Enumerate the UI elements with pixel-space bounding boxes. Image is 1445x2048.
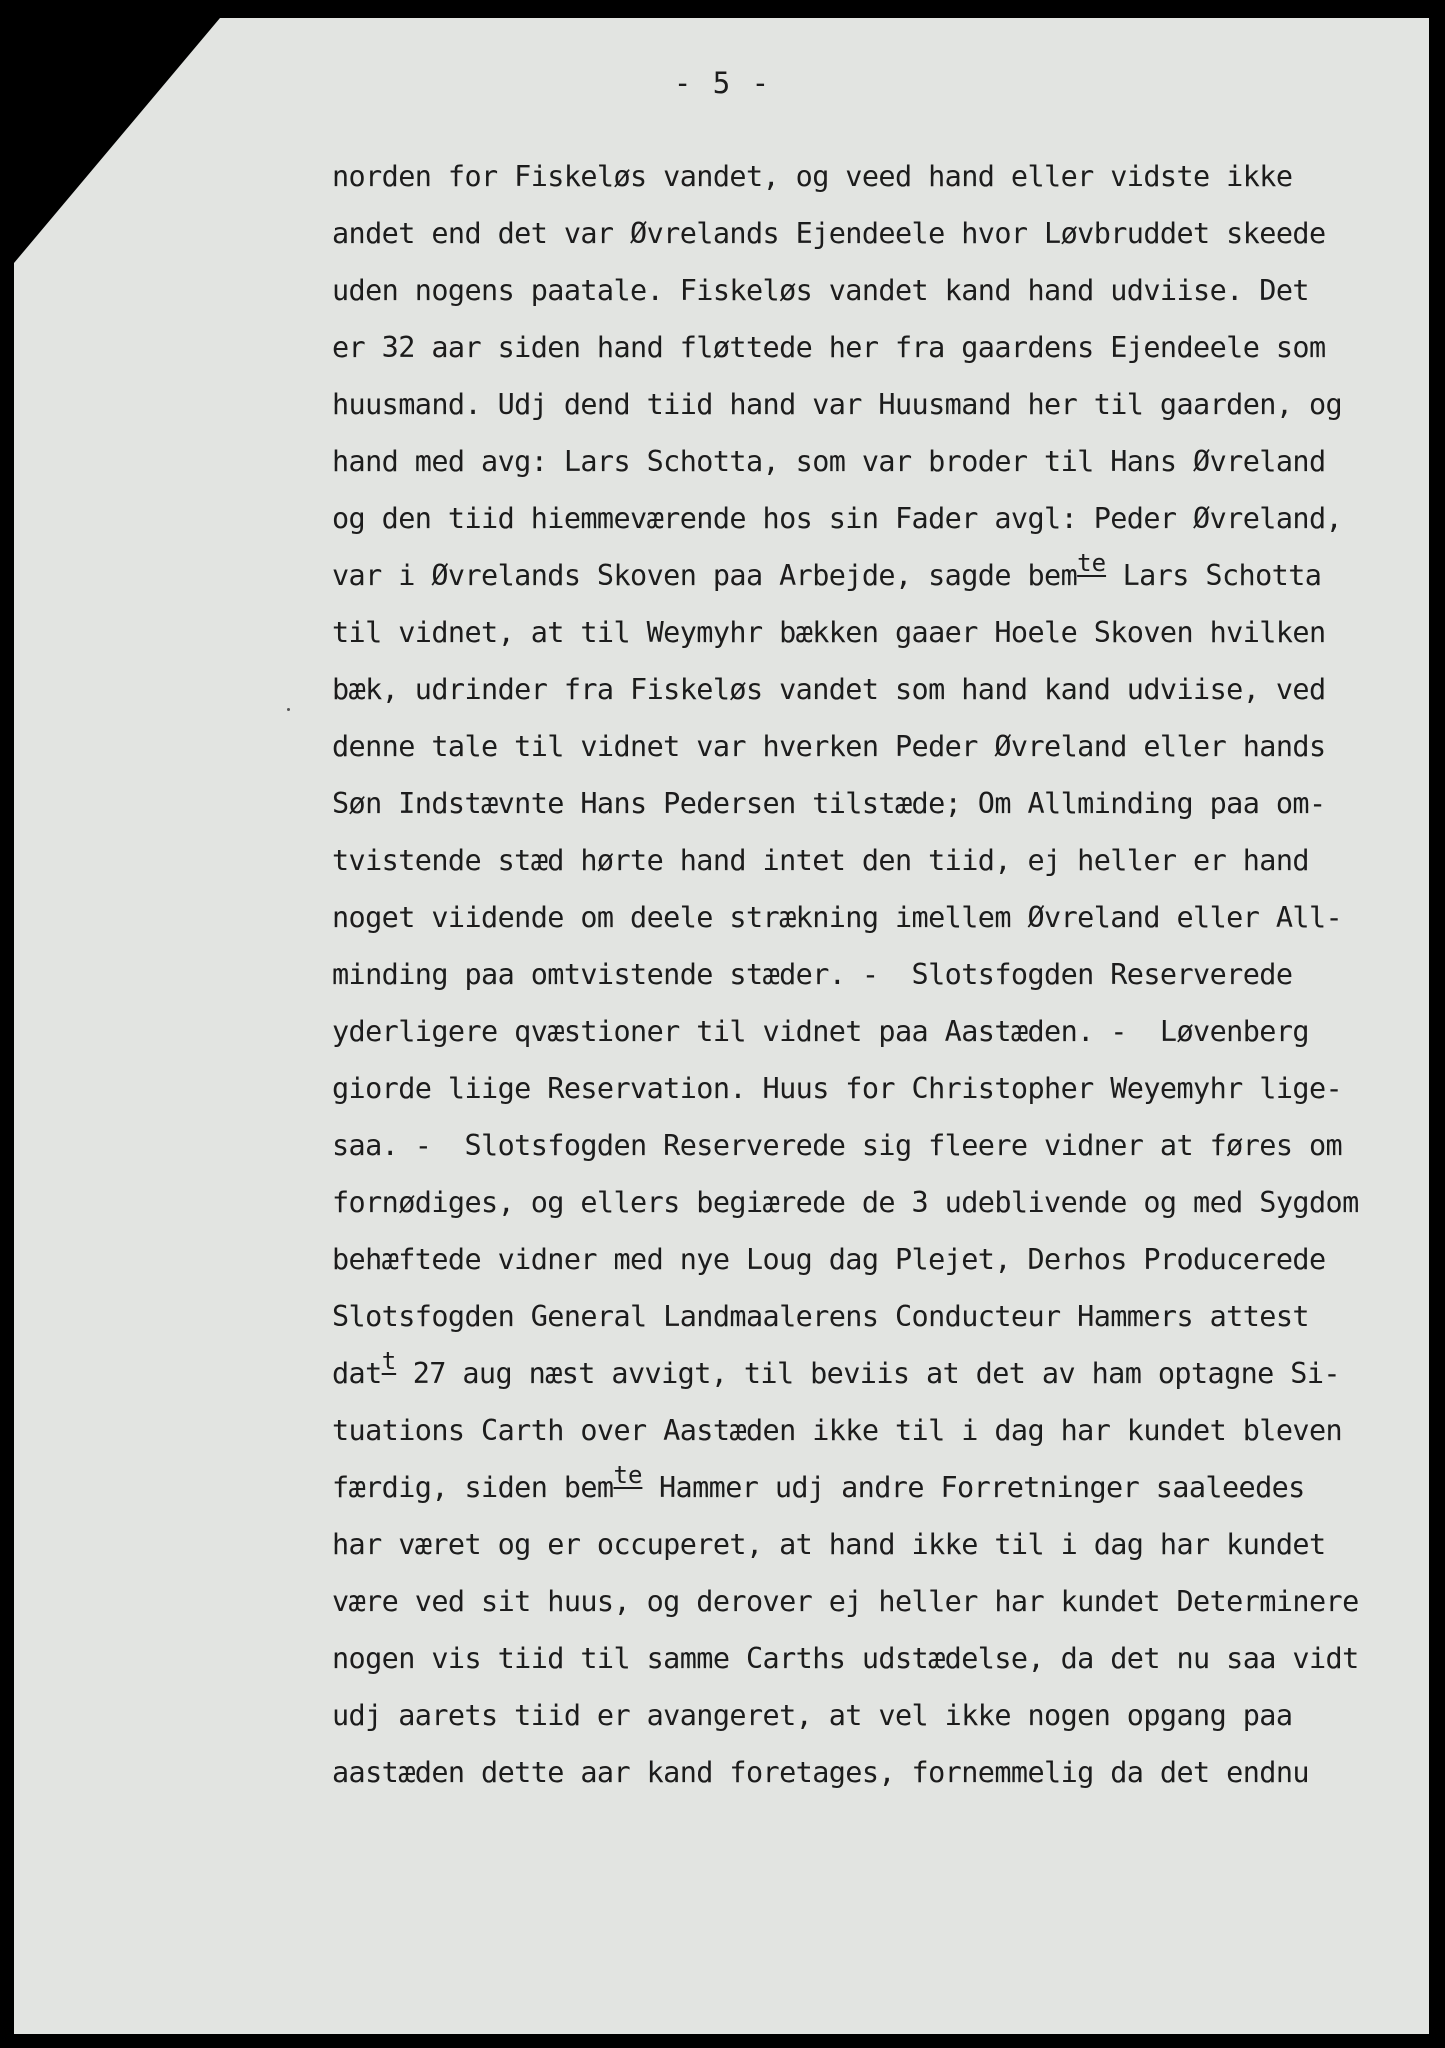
line-segment: Søn Indstævnte Hans Pedersen tilstæde; Om Allminding paa om- [332, 787, 1326, 820]
line-segment: 27 aug næst avvigt, til beviis at det av ham optagne Si- [396, 1357, 1340, 1390]
text-line [332, 832, 1412, 889]
line-segment: dat [332, 1357, 382, 1390]
line-segment: denne tale til vidnet var hverken Peder Øvreland eller hands [332, 730, 1326, 763]
line-segment: tvistende stæd hørte hand intet den tiid, ej heller er hand [332, 844, 1309, 877]
line-segment: uden nogens paatale. Fiskeløs vandet kand hand udviise. Det [332, 274, 1309, 307]
line-segment: til vidnet, at til Weymyhr bækken gaaer Hoele Skoven hvilken [332, 616, 1326, 649]
line-segment: Slotsfogden General Landmaalerens Conducteur Hammers attest [332, 1300, 1309, 1333]
line-segment: og den tiid hiemmeværende hos sin Fader avgl: Peder Øvreland, [332, 502, 1343, 535]
line-segment: norden for Fiskeløs vandet, og veed hand eller vidste ikke [332, 160, 1293, 193]
text-line [332, 889, 1412, 946]
line-segment: aastæden dette aar kand foretages, fornemmelig da det endnu [332, 1756, 1309, 1789]
line-segment: bæk, udrinder fra Fiskeløs vandet som hand kand udviise, ved [332, 673, 1326, 706]
text-line [332, 718, 1412, 775]
line-segment: andet end det var Øvrelands Ejendeele hvor Løvbruddet skeede [332, 217, 1326, 250]
text-line [332, 1345, 1412, 1402]
text-line [332, 1516, 1412, 1573]
text-line [332, 1744, 1412, 1801]
text-line [332, 262, 1412, 319]
text-line [332, 661, 1412, 718]
text-line [332, 1687, 1412, 1744]
line-segment: giorde liige Reservation. Huus for Christopher Weyemyhr lige- [332, 1072, 1343, 1105]
line-segment: behæftede vidner med nye Loug dag Plejet, Derhos Producerede [332, 1243, 1326, 1276]
text-line [332, 547, 1412, 604]
text-line [332, 775, 1412, 832]
text-line [332, 433, 1412, 490]
line-segment: er 32 aar siden hand fløttede her fra gaardens Ejendeele som [332, 331, 1326, 364]
line-segment: hand med avg: Lars Schotta, som var broder til Hans Øvreland [332, 445, 1326, 478]
superscript-abbreviation: te [1077, 549, 1107, 577]
line-segment: noget viidende om deele strækning imellem Øvreland eller All- [332, 901, 1343, 934]
line-segment: yderligere qvæstioner til vidnet paa Aastæden. - Løvenberg [332, 1015, 1309, 1048]
line-segment: saa. - Slotsfogden Reserverede sig fleere vidner at føres om [332, 1129, 1343, 1162]
text-line [332, 1231, 1412, 1288]
page-number: - 5 - [673, 66, 772, 100]
superscript-abbreviation: t [381, 1347, 397, 1375]
line-segment: har været og er occuperet, at hand ikke til i dag har kundet [332, 1528, 1326, 1561]
line-segment: var i Øvrelands Skoven paa Arbejde, sagde bem [332, 559, 1078, 592]
text-line [332, 1402, 1412, 1459]
text-line [332, 1117, 1412, 1174]
line-segment: være ved sit huus, og derover ej heller har kundet Determinere [332, 1585, 1359, 1618]
text-line [332, 205, 1412, 262]
text-line [332, 1003, 1412, 1060]
line-segment: tuations Carth over Aastæden ikke til i dag har kundet bleven [332, 1414, 1343, 1447]
line-segment: huusmand. Udj dend tiid hand var Huusmand her til gaarden, og [332, 388, 1343, 421]
text-line [332, 148, 1412, 205]
text-line [332, 376, 1412, 433]
line-segment: minding paa omtvistende stæder. - Slotsfogden Reserverede [332, 958, 1293, 991]
text-line [332, 604, 1412, 661]
text-line [332, 490, 1412, 547]
text-line [332, 1459, 1412, 1516]
text-line [332, 1060, 1412, 1117]
text-line [332, 319, 1412, 376]
text-line [332, 946, 1412, 1003]
line-segment: færdig, siden bem [332, 1471, 614, 1504]
paper-speck [287, 708, 290, 711]
line-segment: fornødiges, og ellers begiærede de 3 udeblivende og med Sygdom [332, 1186, 1359, 1219]
text-line [332, 1573, 1412, 1630]
document-body [332, 148, 1412, 1801]
line-segment: Hammer udj andre Forretninger saaleedes [642, 1471, 1305, 1504]
line-segment: nogen vis tiid til samme Carths udstædelse, da det nu saa vidt [332, 1642, 1359, 1675]
superscript-abbreviation: te [613, 1461, 643, 1489]
line-segment: udj aarets tiid er avangeret, at vel ikke nogen opgang paa [332, 1699, 1293, 1732]
text-line [332, 1288, 1412, 1345]
text-line [332, 1174, 1412, 1231]
text-line [332, 1630, 1412, 1687]
line-segment: Lars Schotta [1106, 559, 1322, 592]
